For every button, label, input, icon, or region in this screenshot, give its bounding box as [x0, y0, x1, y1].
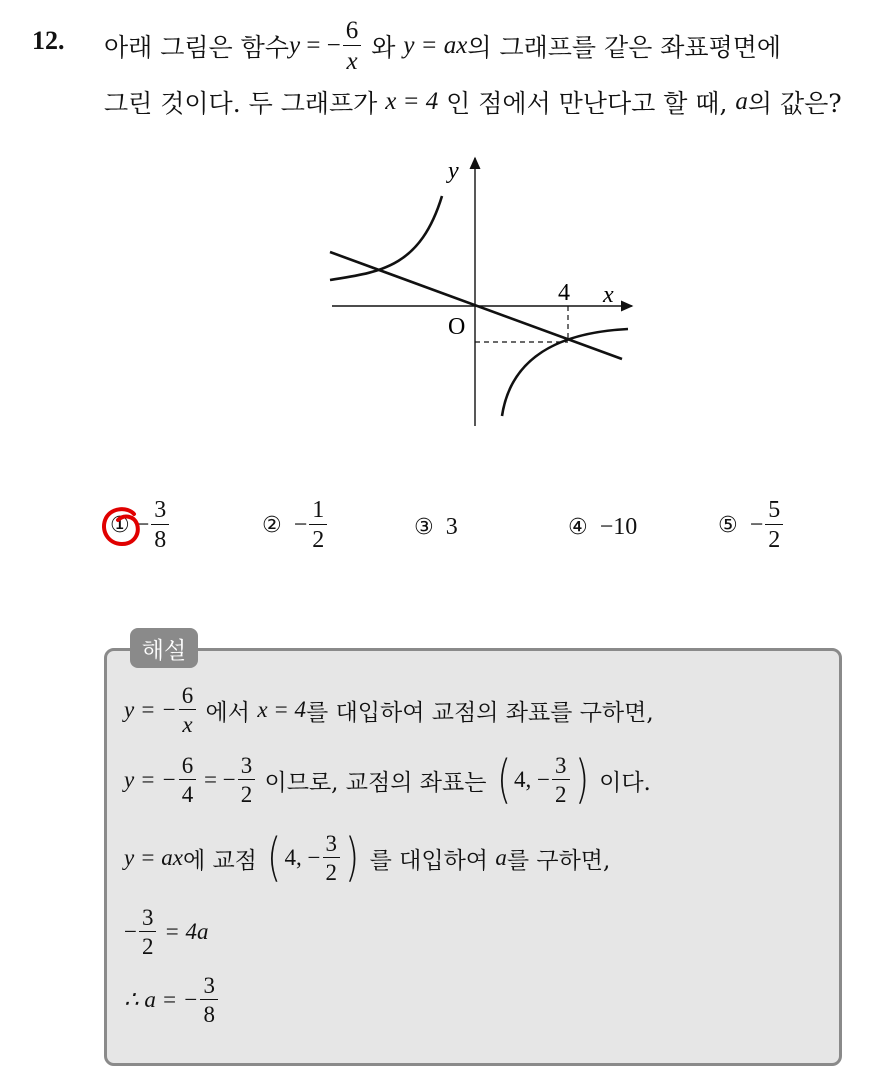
choice-4-value: −10	[599, 514, 638, 540]
choice-4-mark: ④	[568, 515, 588, 540]
s1-a: y = −	[124, 697, 177, 722]
choice-5-num: 5	[765, 498, 783, 525]
question-number: 12.	[32, 26, 65, 55]
s1-c: x = 4	[257, 697, 307, 722]
s3-a: y = ax	[124, 845, 183, 870]
choice-2[interactable]	[262, 498, 329, 552]
q1-fraction	[343, 18, 362, 74]
s3-point: 4, −	[284, 845, 321, 870]
choice-1-num: 3	[151, 498, 169, 525]
choice-5-sign: −	[749, 511, 764, 538]
s4-b: = 4a	[158, 919, 209, 944]
s1-fraction	[179, 684, 197, 736]
solution-line-4	[124, 906, 209, 958]
q1-text-3: 의 그래프를 같은 좌표평면에	[467, 33, 782, 62]
s4-den: 2	[141, 934, 154, 959]
q1-frac-num: 6	[343, 18, 362, 46]
q1-expr: y = ax	[403, 32, 468, 59]
s3-paren-open: (	[267, 828, 282, 888]
s3-paren-close: )	[345, 828, 360, 888]
choice-1-sign: −	[135, 511, 150, 538]
s4-fraction	[139, 906, 157, 958]
question-line-1	[104, 18, 781, 74]
q2-text-3: 의 값은?	[747, 89, 842, 118]
s2-fraction-2	[238, 754, 256, 806]
s2-den2: 2	[240, 782, 253, 807]
s3-b: 에 교점	[182, 847, 265, 874]
s2-c: 이므로, 교점의 좌표는	[257, 769, 494, 796]
selected-answer-circle	[100, 504, 144, 548]
s2-b: = −	[198, 767, 236, 792]
choice-3-value: 3	[445, 514, 458, 540]
choice-1-mark: ①	[110, 512, 130, 538]
function-graph	[320, 148, 640, 438]
s4-num: 3	[139, 906, 157, 932]
s3-fraction	[323, 832, 341, 884]
choice-1-den: 8	[154, 527, 167, 553]
choice-2-den: 2	[312, 527, 325, 553]
solution-tag: 해설	[130, 628, 198, 668]
s2-paren-open: (	[496, 750, 511, 810]
origin-label: O	[448, 314, 466, 340]
choice-3[interactable]	[414, 514, 458, 541]
choice-1-fraction	[151, 498, 169, 552]
s5-fraction	[200, 974, 218, 1026]
s2-fraction-1	[179, 754, 197, 806]
s2-den3: 2	[555, 782, 567, 807]
s2-fraction-3	[552, 754, 570, 806]
choice-2-sign: −	[293, 511, 308, 538]
s3-c: 를 대입하여	[362, 847, 496, 874]
s3-v: a	[495, 845, 507, 870]
s2-num3: 3	[552, 754, 570, 780]
x-axis-label: x	[603, 282, 614, 308]
s5-num: 3	[200, 974, 218, 1000]
s4-sign: −	[124, 919, 137, 944]
q2-var: a	[735, 88, 748, 115]
s2-den1: 4	[181, 782, 194, 807]
solution-line-1	[124, 684, 654, 736]
q2-text-2: 인 점에서 만난다고 할 때,	[438, 89, 736, 118]
s2-num2: 3	[238, 754, 256, 780]
y-axis-label: y	[448, 158, 459, 184]
solution-line-2	[124, 750, 651, 810]
q2-cond: x = 4	[385, 88, 439, 115]
s2-d: 이다.	[591, 769, 651, 796]
q1-y: y	[288, 32, 301, 59]
hyperbola-left-branch	[330, 196, 442, 280]
s1-d: 를 대입하여 교점의 좌표를 구하면,	[306, 699, 654, 726]
choice-3-mark: ③	[414, 515, 434, 540]
s5-a: ∴ a = −	[124, 987, 199, 1012]
s1-den: x	[182, 712, 193, 737]
choice-2-fraction	[309, 498, 327, 552]
s3-num: 3	[323, 832, 341, 858]
s2-num1: 6	[179, 754, 197, 780]
choice-2-num: 1	[309, 498, 327, 525]
choice-5-fraction	[765, 498, 783, 552]
solution-line-3	[124, 828, 611, 888]
choice-5[interactable]	[718, 498, 785, 552]
s2-point: 4, −	[514, 767, 551, 792]
s3-d: 를 구하면,	[506, 847, 611, 874]
q1-frac-den: x	[346, 48, 358, 75]
s2-a: y = −	[124, 767, 177, 792]
choice-5-den: 2	[768, 527, 781, 553]
s5-den: 8	[203, 1002, 215, 1027]
q1-text-2: 와	[363, 33, 404, 62]
q1-eq: = −	[300, 32, 341, 59]
choice-2-mark: ②	[262, 512, 282, 538]
choice-5-mark: ⑤	[718, 512, 738, 538]
s1-num: 6	[179, 684, 197, 710]
choice-4[interactable]	[568, 514, 637, 541]
q2-text-1: 그린 것이다. 두 그래프가	[104, 89, 386, 118]
s1-b: 에서	[198, 699, 258, 726]
s2-paren-close: )	[574, 750, 589, 810]
s3-den: 2	[325, 860, 337, 885]
question-line-2	[104, 84, 842, 120]
solution-line-5	[124, 974, 220, 1026]
tick-label-4: 4	[558, 280, 570, 306]
q1-text-1: 아래 그림은 함수	[104, 33, 289, 62]
